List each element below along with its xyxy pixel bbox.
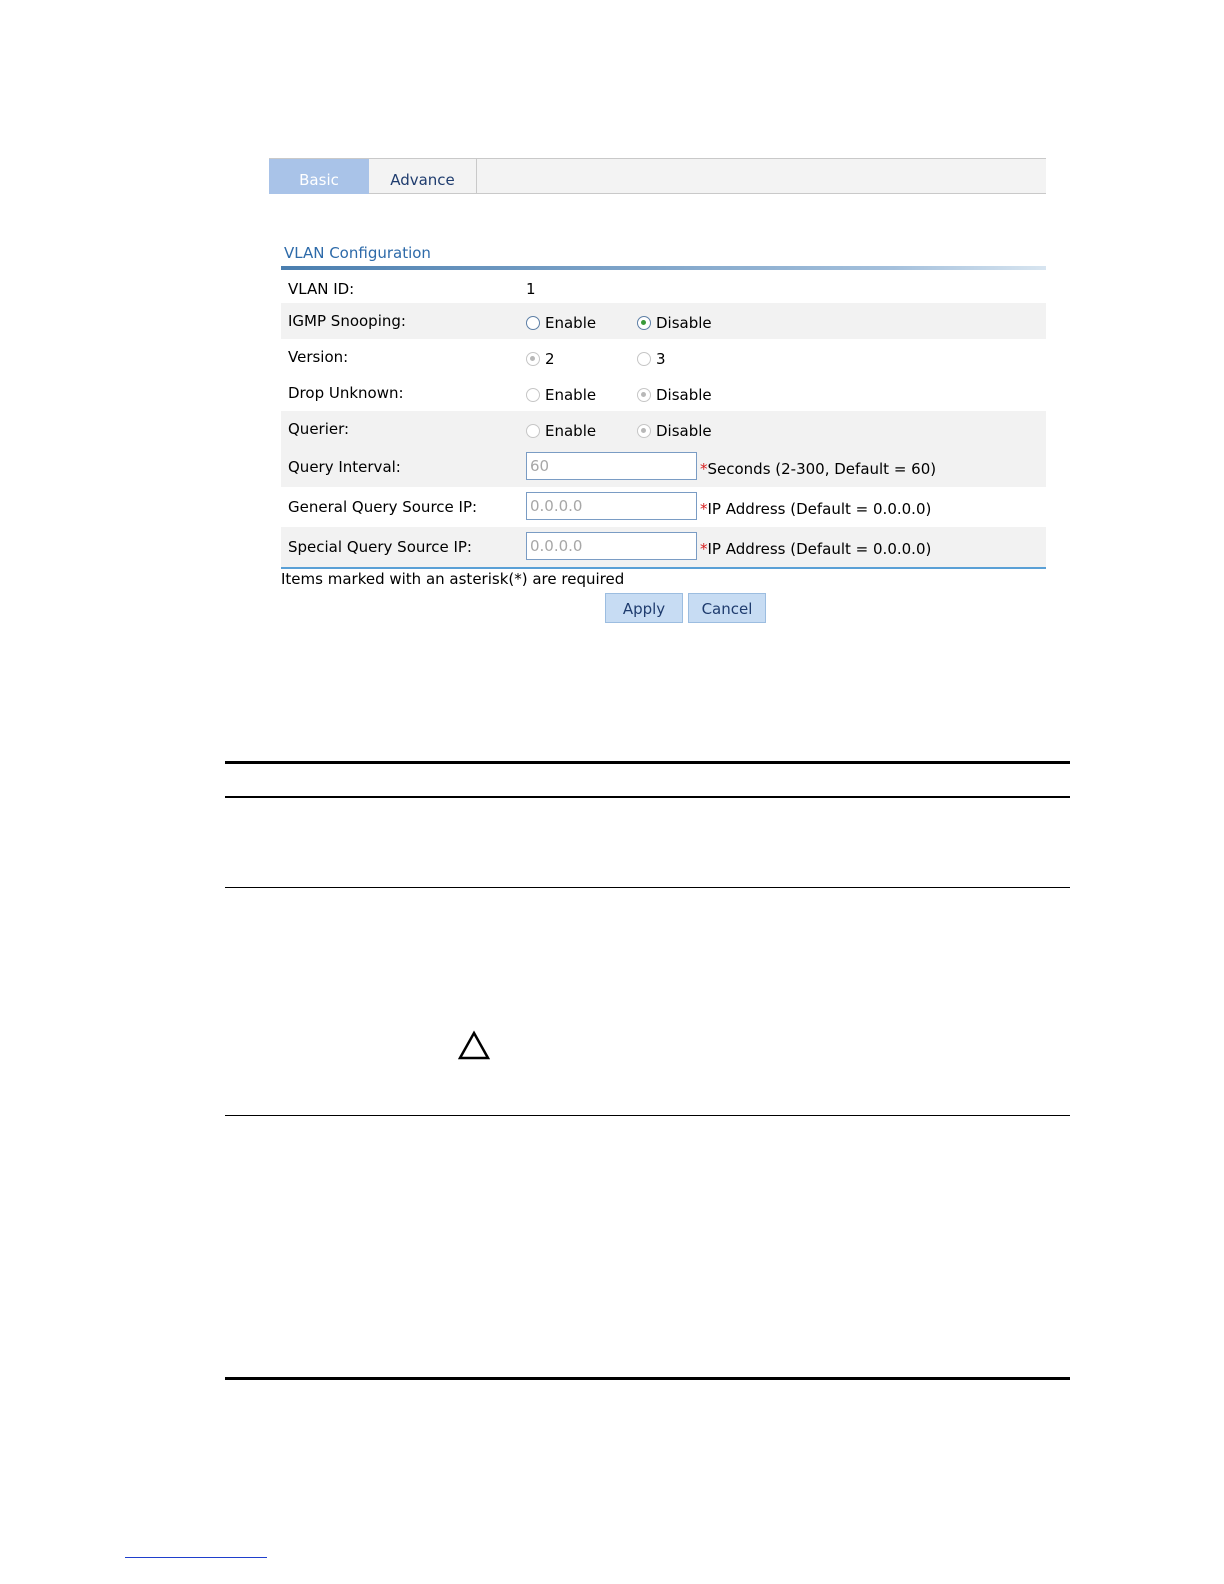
row-query-interval — [281, 447, 1046, 487]
row-igmp-snooping — [281, 303, 1046, 339]
form-bottom-divider — [281, 567, 1046, 569]
query-interval-input[interactable]: 60 — [526, 452, 697, 480]
radio-selected-disabled-icon — [637, 388, 651, 402]
querier-label: Querier: — [288, 420, 350, 438]
general-query-source-ip-hint-text: IP Address (Default = 0.0.0.0) — [707, 500, 932, 518]
row-drop-unknown — [281, 375, 1046, 411]
query-interval-label: Query Interval: — [288, 458, 401, 476]
igmp-snooping-disable-label: Disable — [656, 314, 712, 332]
table-bottom-rule — [225, 1377, 1070, 1380]
igmp-snooping-enable-label: Enable — [545, 314, 597, 332]
row-vlan-id — [281, 272, 1046, 306]
query-interval-hint-text: Seconds (2-300, Default = 60) — [707, 460, 937, 478]
version-3-label: 3 — [656, 350, 666, 368]
querier-disable-label: Disable — [656, 422, 712, 440]
radio-circle-icon — [526, 316, 540, 330]
row-general-query-source-ip — [281, 487, 1046, 527]
row-version — [281, 339, 1046, 375]
radio-disabled-icon — [526, 424, 540, 438]
version-3-radio[interactable] — [637, 350, 666, 368]
row-special-query-source-ip — [281, 527, 1046, 567]
drop-unknown-disable-label: Disable — [656, 386, 712, 404]
igmp-snooping-enable-radio[interactable] — [526, 314, 596, 332]
drop-unknown-label: Drop Unknown: — [288, 384, 404, 402]
general-query-source-ip-hint — [700, 500, 931, 518]
required-asterisk: * — [700, 540, 708, 558]
version-2-radio[interactable] — [526, 350, 555, 368]
radio-selected-disabled-icon — [526, 352, 540, 366]
special-query-source-ip-hint-text: IP Address (Default = 0.0.0.0) — [707, 540, 932, 558]
required-asterisk: * — [700, 500, 708, 518]
section-title: VLAN Configuration — [284, 244, 431, 262]
table-row-rule — [225, 887, 1070, 888]
version-label: Version: — [288, 348, 349, 366]
querier-disable-radio[interactable] — [637, 422, 712, 440]
apply-button[interactable]: Apply — [605, 593, 683, 623]
vlan-id-value: 1 — [526, 280, 536, 298]
cancel-button[interactable]: Cancel — [688, 593, 766, 623]
special-query-source-ip-label: Special Query Source IP: — [288, 538, 472, 556]
table-top-rule — [225, 761, 1070, 764]
table-row-rule — [225, 1115, 1070, 1116]
table-header-rule — [225, 796, 1070, 798]
vlan-id-label: VLAN ID: — [288, 280, 355, 298]
drop-unknown-enable-radio[interactable] — [526, 386, 596, 404]
section-title-divider — [281, 266, 1046, 270]
querier-enable-radio[interactable] — [526, 422, 596, 440]
version-2-label: 2 — [545, 350, 555, 368]
radio-selected-icon — [637, 316, 651, 330]
drop-unknown-enable-label: Enable — [545, 386, 597, 404]
igmp-snooping-disable-radio[interactable] — [637, 314, 712, 332]
tab-basic[interactable]: Basic — [269, 159, 369, 194]
igmp-snooping-label: IGMP Snooping: — [288, 312, 406, 330]
radio-selected-disabled-icon — [637, 424, 651, 438]
drop-unknown-disable-radio[interactable] — [637, 386, 712, 404]
tab-bar — [269, 158, 1046, 194]
footer-link-underline — [125, 1557, 267, 1558]
general-query-source-ip-input[interactable]: 0.0.0.0 — [526, 492, 697, 520]
radio-disabled-icon — [526, 388, 540, 402]
querier-enable-label: Enable — [545, 422, 597, 440]
general-query-source-ip-label: General Query Source IP: — [288, 498, 478, 516]
special-query-source-ip-hint — [700, 540, 931, 558]
required-note: Items marked with an asterisk(*) are required — [281, 570, 625, 588]
row-querier — [281, 411, 1046, 447]
query-interval-hint — [700, 460, 936, 478]
warning-triangle-icon — [458, 1030, 490, 1062]
tab-advance[interactable]: Advance — [369, 159, 477, 194]
igmp-snooping-vlan-config-screenshot — [269, 158, 1046, 628]
required-asterisk: * — [700, 460, 708, 478]
radio-disabled-icon — [637, 352, 651, 366]
special-query-source-ip-input[interactable]: 0.0.0.0 — [526, 532, 697, 560]
